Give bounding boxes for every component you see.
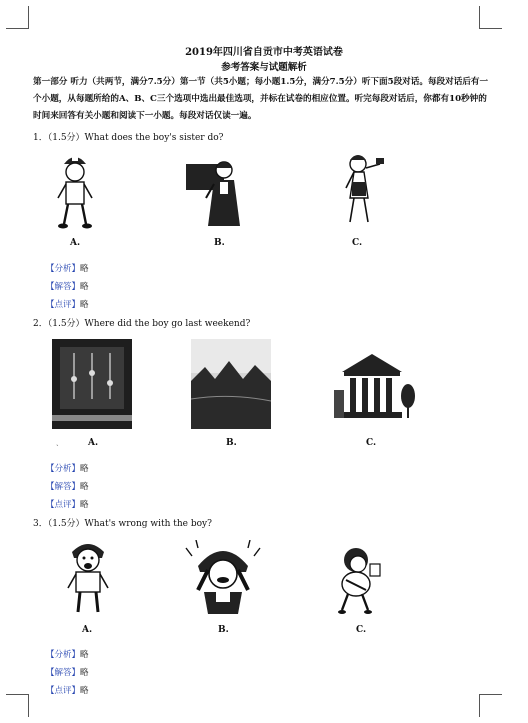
q1-comment: 【点评】略 [46,300,89,310]
q1-option-a: A. [70,238,81,248]
gym-picture [52,339,132,429]
question-1-stem: 1．（1.5分）What does the boy's sister do? [33,133,224,143]
question-3-stem: 3．（1.5分）What's wrong with the boy? [33,519,212,529]
q1-solution: 【解答】略 [46,282,89,292]
q1-option-b: B. [214,238,225,248]
q3-analysis: 【分析】略 [46,650,89,660]
stray-mark: ˎ [56,437,59,446]
q3-solution: 【解答】略 [46,668,89,678]
q2-analysis: 【分析】略 [46,464,89,474]
q3-option-c: C. [356,625,367,635]
question-2-stem: 2．（1.5分）Where did the boy go last weekend? [33,319,251,329]
q2-option-b: B. [226,438,237,448]
page-title: 2019年四川省自贡市中考英语试卷 [185,47,343,58]
page-subtitle: 参考答案与试题解析 [221,62,307,73]
q3-comment: 【点评】略 [46,686,89,696]
stomachache-boy-picture [332,544,392,616]
q3-option-a: A. [82,625,93,635]
crop-mark-bottom-right [479,694,502,717]
teacher-picture [184,154,250,232]
crop-mark-top-left [6,6,29,29]
q1-option-c: C. [352,238,363,248]
q2-option-a: A. [88,438,99,448]
q1-analysis: 【分析】略 [46,264,89,274]
q2-solution: 【解答】略 [46,482,89,492]
waitress-picture [342,152,388,232]
crop-mark-bottom-left [6,694,29,717]
mountain-picture [191,339,271,429]
museum-picture [334,346,416,430]
nurse-picture [50,152,100,232]
crop-mark-top-right [479,6,502,29]
q2-option-c: C. [366,438,377,448]
headache-boy-picture [184,540,262,618]
q2-comment: 【点评】略 [46,500,89,510]
sick-boy-picture [62,538,114,616]
q3-option-b: B. [218,625,229,635]
listening-instructions: 第一部分 听力（共两节，满分7.5分）第一节（共5小题；每小题1.5分，满分7.5分）听下面5段对话。每段对话后有一个小题，从每题所给的A、B、C三个选项中选出最佳选项，并标在试卷的相应位置。听完每段对话后，你都有10秒钟的时间来回答有关小题和阅读下一小题。每段对话仅读一遍。 [33,77,489,121]
